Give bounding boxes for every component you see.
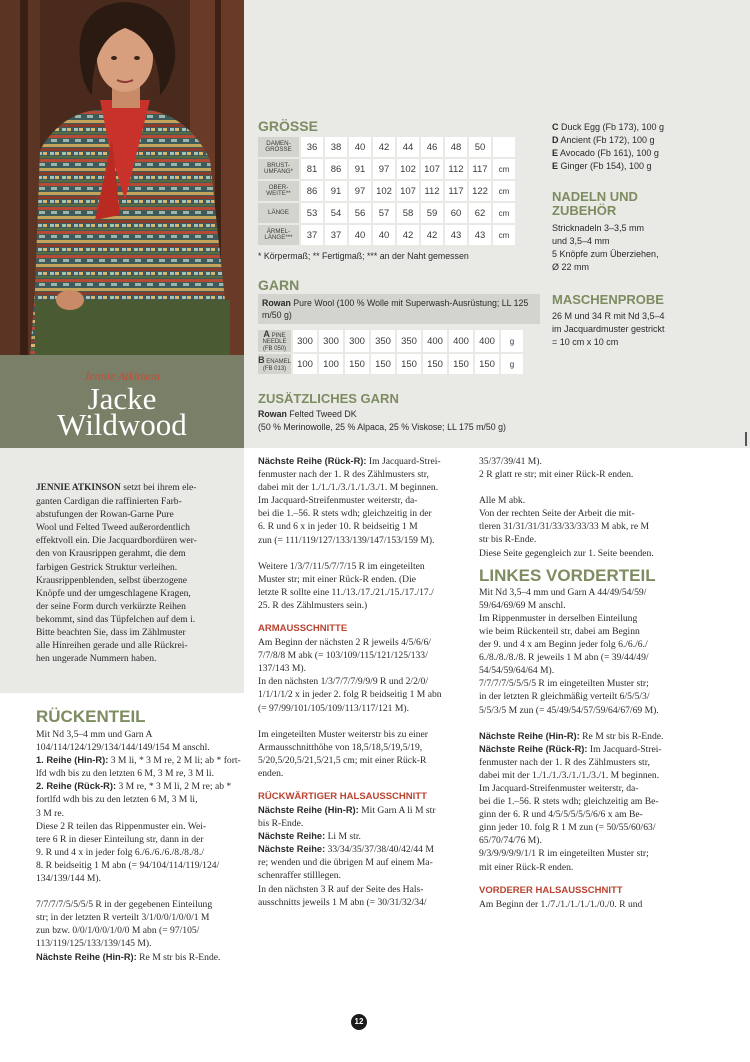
text-line: mit einer Rück-R enden.: [479, 861, 574, 873]
text-line: Im Jacquard-Streifenmuster weiterstr, da-: [258, 495, 418, 507]
intro-line: [36, 508, 236, 521]
text-line: Diese Seite gegengleich zur 1. Seite beenden.: [479, 547, 654, 559]
yarn-cell: 400: [475, 330, 499, 352]
text-line: 134/139/144 M).: [36, 873, 102, 885]
size-row: [258, 225, 515, 245]
size-cell: 57: [373, 203, 395, 223]
text-line: 6. R und 6 x in jeder 10. R beidseitig 1 M: [258, 521, 418, 533]
text-line: 6./8./8./8./8. R jeweils 1 M abn (= 39/44/49/: [479, 652, 649, 664]
hals-heading: RÜCKWÄRTIGER HALSAUSSCHNITT: [258, 790, 427, 802]
row-text: 33/34/35/37/38/40/42/44 M: [325, 844, 434, 856]
intro-text-part: bekommt, sind das Tüpfelchen auf dem i.: [36, 613, 196, 625]
intro-text-part: Wool und Felted Tweed außerordentlich: [36, 522, 190, 534]
size-cell: 48: [445, 137, 467, 157]
row-label: Nächste Reihe (Hin-R):: [479, 730, 580, 741]
size-footnote: * Körpermaß; ** Fertigmaß; *** an der Naht gemessen: [258, 251, 469, 261]
text-line: Weitere 1/3/7/11/5/7/7/15 R im eingeteilten: [258, 560, 425, 572]
row-text: Im Jacquard-Strei-: [366, 456, 441, 467]
text-line: 2 R glatt re str; mit einer Rück-R enden.: [479, 469, 634, 481]
yarn-brand: Rowan: [262, 298, 291, 308]
size-cell: 36: [301, 137, 323, 157]
size-cell: 58: [397, 203, 419, 223]
row-label: Nächste Reihe:: [258, 831, 326, 842]
intro-line: [36, 495, 236, 508]
text-line: ginn der 6. R und 4/5/5/5/5/5/6/6 x am Be-: [479, 809, 643, 821]
rueckenteil-heading: RÜCKENTEIL: [36, 707, 146, 726]
size-cell: 42: [373, 137, 395, 157]
yarn-row-label: [258, 354, 291, 374]
text-line: 5 Knöpfe zum Überziehen,: [552, 249, 659, 259]
text-line: im Jacquardmuster gestrickt: [552, 324, 665, 334]
yarn-letter: A: [263, 329, 270, 339]
size-cell: 56: [349, 203, 371, 223]
text-line: 59/64/69/69 M anschl.: [479, 599, 566, 611]
text-line: der 9. und 4 x am Beginn jeder folg 6./6./6./: [479, 639, 648, 651]
text-line: dabei mit der 1./1./1./3./1./1./3./1. M beginnen.: [479, 769, 660, 781]
spacer: [258, 780, 468, 790]
size-cell: 54: [325, 203, 347, 223]
text-line: bei die 1.–56. R stets wdh; gleichzeitig in der: [258, 508, 432, 520]
text-line: bei die 1.–56. R stets wdh; gleichzeitig am Be-: [479, 796, 659, 808]
nadeln-heading: [552, 190, 638, 218]
color-letter: E: [552, 148, 559, 158]
yarn-unit: g: [501, 354, 523, 374]
text-line: tere 6 R in dieser Einteilung str, dann in der: [36, 833, 204, 845]
size-cell: 40: [349, 137, 371, 157]
col1-line: 104/114/124/129/134/144/149/154 M anschl.: [36, 742, 210, 754]
intro-line: [36, 626, 236, 639]
text-line: Im Rippenmuster in derselben Einteilung: [479, 612, 638, 624]
text-line: zun (= 111/119/127/133/139/147/153/159 M).: [258, 534, 435, 546]
maschenprobe-list: [552, 310, 742, 349]
size-cell: 81: [301, 159, 323, 179]
col2-paragraph: [258, 728, 468, 780]
linkes-vorderteil-heading: LINKES VORDERTEIL: [479, 565, 656, 585]
yarn-cell: 100: [319, 354, 343, 374]
size-row: [258, 159, 515, 179]
text-line: (= 97/99/101/105/109/113/117/121 M).: [258, 702, 410, 714]
extra-colors: [552, 121, 742, 173]
color-text: Ancient (Fb 172), 100 g: [558, 135, 655, 145]
text-line: letzte R sollte eine 11./13./17./21./15./17./17./: [258, 586, 434, 598]
armausschnitte-heading: ARMAUSSCHNITTE: [258, 623, 348, 635]
yarn-code: (FB 050): [262, 345, 287, 352]
size-cell: 86: [325, 159, 347, 179]
intro-text-part: ganten Cardigan die raffinierten Farb-: [36, 496, 182, 508]
text-line: 9/3/9/9/9/9/1/1 R im eingeteilten Muster str;: [479, 848, 649, 860]
col3-row: [479, 743, 691, 756]
text-line: ausschnitts jeweils 1 M abn (= 30/31/32/34/: [258, 896, 427, 908]
text-line: Diese 2 R teilen das Rippenmuster ein. Wei-: [36, 820, 207, 832]
col3-paragraph: [479, 455, 691, 481]
col3-paragraph: [479, 756, 691, 874]
size-unit: cm: [493, 159, 515, 179]
spacer: [258, 612, 468, 622]
size-cell: 37: [325, 225, 347, 245]
zusatz-heading: ZUSÄTZLICHES GARN: [258, 391, 399, 406]
row-label: Nächste Reihe (Hin-R):: [36, 951, 137, 962]
size-cell: 97: [349, 181, 371, 201]
size-unit: cm: [493, 225, 515, 245]
row-text: 3 M re, * 3 M li, 2 M re; ab *: [116, 781, 232, 793]
spacer: [258, 715, 468, 728]
yarn-desc-box: [258, 294, 540, 324]
col1-paragraph: [36, 898, 246, 950]
text-line: wie beim Rückenteil str, dabei am Beginn: [479, 625, 640, 637]
title-band: [0, 355, 244, 448]
text-line: dabei mit der 1./1./1./3./1./1./3./1. M beginnen.: [258, 482, 439, 494]
size-cell: 122: [469, 181, 491, 201]
color-line: [552, 147, 742, 160]
spacer: [479, 874, 691, 884]
intro-text: [36, 481, 236, 665]
intro-line: [36, 534, 236, 547]
size-cell: 50: [469, 137, 491, 157]
size-cell: 59: [421, 203, 443, 223]
intro-text-part: alle Hinreihen gerade und alle Rückrei-: [36, 640, 188, 652]
column-3: [479, 455, 691, 911]
text-line: 35/37/39/41 M).: [479, 456, 542, 467]
size-cell: 42: [397, 225, 419, 245]
color-text: Ginger (Fb 154), 100 g: [558, 161, 652, 171]
size-row-label: BRUST- UMFANG*: [258, 159, 299, 179]
text-line: 7/7/7/7/5/5/5/5 R in der gegebenen Einteilung: [36, 899, 213, 911]
text-line: 54/54/59/64/64 M).: [479, 665, 555, 677]
text-line: 5/20,5/20,5/21,5/21,5 cm; mit einer Rück-R: [258, 754, 427, 766]
col2-paragraph: [258, 468, 468, 547]
yarn-cell: 150: [371, 354, 395, 374]
color-text: Duck Egg (Fb 173), 100 g: [558, 122, 665, 132]
row-text: Re M str bis R-Ende.: [579, 730, 664, 742]
intro-text-part: hen ungerade Nummern haben.: [36, 653, 157, 665]
text-line: 65/70/74/76 M).: [479, 835, 542, 847]
intro-text-part: effektvoll ein. Die Jacquardbordüren wer-: [36, 535, 197, 547]
garn-heading: GARN: [258, 277, 300, 293]
col1-row1: [36, 754, 246, 767]
size-cell: 86: [301, 181, 323, 201]
designer-name: Jennie Atkinson: [83, 369, 161, 383]
size-cell: 97: [373, 159, 395, 179]
zusatz-line1: [258, 408, 357, 421]
size-unit: [493, 137, 515, 157]
color-text: Avocado (Fb 161), 100 g: [558, 148, 659, 158]
size-row: [258, 137, 515, 157]
color-letter: C: [552, 122, 559, 132]
text-line: enden.: [258, 767, 284, 779]
color-line: [552, 134, 742, 147]
col2-paragraph: [258, 560, 468, 612]
zusatz-desc: (50 % Merinowolle, 25 % Alpaca, 25 % Viskose; LL 175 m/50 g): [258, 422, 506, 432]
size-row-label: LÄNGE: [258, 203, 299, 223]
size-row-label: ÄRMEL- LÄNGE***: [258, 225, 299, 245]
text-line: 7/7/8/8 M abk (= 103/109/115/121/125/133/: [258, 650, 428, 662]
zusatz-brand: Rowan: [258, 409, 287, 419]
text-line: Im Jacquard-Streifenmuster weiterstr, da-: [479, 782, 639, 794]
row-label: Nächste Reihe (Rück-R):: [479, 743, 588, 754]
size-row: [258, 203, 515, 223]
size-cell: 117: [445, 181, 467, 201]
row-label: Nächste Reihe (Hin-R):: [258, 804, 359, 815]
text-line: und 3,5–4 mm: [552, 236, 610, 246]
intro-text-part: setzt bei ihrem ele-: [120, 482, 197, 493]
size-cell: 102: [373, 181, 395, 201]
intro-line: [36, 574, 236, 587]
yarn-cell: 150: [449, 354, 473, 374]
text-line: Am Beginn der nächsten 2 R jeweils 4/5/6/6/: [258, 637, 431, 649]
spacer: [36, 885, 246, 898]
col2-paragraph: [258, 856, 468, 908]
col2-row: [258, 804, 468, 817]
intro-lead: JENNIE ATKINSON: [36, 483, 121, 493]
text-line: re; wenden und die übrigen M auf einem Ma-: [258, 857, 433, 869]
text-line: = 10 cm x 10 cm: [552, 337, 619, 347]
size-row-label: DAMEN- GRÖSSE: [258, 137, 299, 157]
row-label: 1. Reihe (Hin-R):: [36, 755, 109, 766]
row-label: Nächste Reihe:: [258, 844, 326, 855]
col3-row: [479, 730, 691, 743]
yarn-cell: 350: [371, 330, 395, 352]
nadeln-list: [552, 222, 742, 274]
col1-row2: [36, 780, 246, 793]
yarn-table: [256, 328, 525, 376]
yarn-cell: 400: [449, 330, 473, 352]
text-line: tleren 31/31/31/31/33/33/33/33 M abk, re M: [479, 521, 650, 533]
text-line: 26 M und 34 R mit Nd 3,5–4: [552, 311, 665, 321]
col1-paragraph: [36, 820, 246, 885]
size-cell: 102: [397, 159, 419, 179]
text-line: 1/1/1/1/2 x in jeder 2. folg R beidseitig 1 M abn: [258, 689, 442, 701]
size-cell: 112: [445, 159, 467, 179]
yarn-cell: 150: [397, 354, 421, 374]
text-line: Mit Nd 3,5–4 mm und Garn A 44/49/54/59/: [479, 586, 647, 598]
text-line: Stricknadeln 3–3,5 mm: [552, 223, 645, 233]
intro-line: [36, 561, 236, 574]
text-line: 9. R und 4 x in jeder folg 6./6./6./6./8./8./8./: [36, 846, 204, 858]
text-line: Muster str; mit einer Rück-R enden. (Die: [258, 573, 416, 585]
row-text: 3 M li, * 3 M re, 2 M li; ab * fort-: [108, 755, 241, 767]
col3-paragraph: [479, 586, 691, 717]
intro-text-part: farbigen Gestrick Struktur verleihen.: [36, 561, 178, 573]
yarn-name: ENAMEL: [264, 359, 291, 366]
text-line: zun bzw. 0/0/1/0/0/1/0/0 M abn (= 97/105/: [36, 925, 200, 937]
intro-line: [36, 652, 236, 665]
size-cell: 42: [421, 225, 443, 245]
text-line: Ø 22 mm: [552, 262, 590, 272]
spacer: [479, 481, 691, 494]
col1-line: 3 M re.: [36, 807, 64, 819]
intro-text-part: den von Krausrippen gerahmt, die dem: [36, 548, 186, 560]
col3-paragraph: [479, 494, 691, 559]
pattern-title-line1: Jacke: [87, 381, 157, 416]
col3-line: Am Beginn der 1./7./1./1./1./1./0./0. R und: [479, 898, 643, 910]
color-letter: D: [552, 135, 559, 145]
intro-text-part: abstufungen der Rowan-Garne Pure: [36, 509, 174, 521]
yarn-cell: 100: [293, 354, 317, 374]
text-line: Alle M abk.: [479, 495, 526, 507]
yarn-row: [258, 354, 523, 374]
col1-line: Mit Nd 3,5–4 mm und Garn A: [36, 729, 153, 740]
row-text: Mit Garn A li M str: [358, 804, 436, 816]
intro-line: [36, 547, 236, 560]
spacer: [258, 547, 468, 560]
yarn-cell: 150: [423, 354, 447, 374]
row-text: Li M str.: [325, 831, 361, 843]
col2-row: [258, 843, 468, 856]
yarn-desc: [262, 297, 536, 321]
size-row-label: OBER- WEITE**: [258, 181, 299, 201]
col2-row: [258, 830, 468, 843]
text-line: 8. R beidseitig 1 M abn (= 94/104/114/119/124/: [36, 859, 220, 871]
text-line: schenraffer stilllegen.: [258, 870, 341, 882]
text-line: In den nächsten 3 R auf der Seite des Hals-: [258, 883, 424, 895]
zusatz-name: Felted Tweed DK: [286, 409, 357, 419]
size-cell: 46: [421, 137, 443, 157]
size-cell: 60: [445, 203, 467, 223]
size-cell: 117: [469, 159, 491, 179]
color-line: [552, 160, 742, 173]
yarn-cell: 300: [293, 330, 317, 352]
text-line: 137/143 M).: [258, 663, 306, 675]
text-line: fenmuster nach der 1. R des Zählmusters str,: [479, 756, 650, 768]
yarn-cell: 350: [397, 330, 421, 352]
col1-line: fortlfd wdh bis zu den letzten 6 M, 3 M li,: [36, 794, 198, 806]
size-cell: 53: [301, 203, 323, 223]
text-line: Von der rechten Seite der Arbeit die mit-: [479, 508, 635, 520]
intro-line: [36, 613, 236, 626]
yarn-cell: 150: [475, 354, 499, 374]
model-photo-illustration: [0, 0, 244, 355]
size-cell: 107: [421, 159, 443, 179]
row-text: Im Jacquard-Strei-: [587, 743, 662, 755]
yarn-row-label: [258, 330, 291, 352]
nadeln-heading-line2: ZUBEHÖR: [552, 203, 617, 218]
yarn-desc-text: Pure Wool (100 % Wolle mit Superwash-Ausrüstung; LL 125 m/50 g): [262, 298, 529, 320]
yarn-cell: 300: [345, 330, 369, 352]
text-line: Im eingeteilten Muster weiterstr bis zu einer: [258, 728, 428, 740]
intro-line: [36, 600, 236, 613]
intro-text-part: Bitte beachten Sie, dass im Zählmuster: [36, 627, 186, 639]
page-edge-mark: [745, 432, 747, 446]
col2-line: bis R-Ende.: [258, 818, 304, 830]
text-line: str bis R-Ende.: [479, 534, 537, 546]
color-letter: E: [552, 161, 559, 171]
text-line: in der letzten R gleichmäßig verteilt 6/5/5/3/: [479, 691, 650, 703]
intro-line: [36, 587, 236, 600]
size-cell: 44: [397, 137, 419, 157]
row-text: Re M str bis R-Ende.: [136, 951, 221, 963]
text-line: fenmuster nach der 1. R des Zählmusters str,: [258, 469, 429, 481]
column-1: [36, 728, 246, 964]
intro-text-part: der seine Form durch verkürzte Reihen: [36, 600, 186, 612]
col2-paragraph: [258, 636, 468, 715]
size-unit: cm: [493, 181, 515, 201]
vorderer-hals-heading: VORDERER HALSAUSSCHNITT: [479, 884, 623, 896]
intro-line: [36, 521, 236, 534]
intro-line: [36, 481, 236, 495]
text-line: 25. R des Zählmusters sein.): [258, 599, 368, 611]
groesse-heading: GRÖSSE: [258, 118, 318, 134]
yarn-row: [258, 330, 523, 352]
col1-line: lfd wdh bis zu den letzten 6 M, 3 M re, 3 M li.: [36, 768, 214, 780]
col1-last-row: [36, 951, 246, 964]
text-line: str; in der letzten R verteilt 3/1/0/0/1/0/0/1 M: [36, 912, 210, 924]
text-line: 5/5/3/5 M zun (= 45/49/54/57/59/64/67/69 M).: [479, 704, 659, 716]
size-cell: 43: [445, 225, 467, 245]
intro-box: [0, 448, 244, 693]
yarn-code: (FB 013): [262, 365, 287, 372]
spacer: [479, 717, 691, 730]
yarn-cell: 150: [345, 354, 369, 374]
size-table: [256, 135, 517, 247]
yarn-name: PINE NEEDLE: [262, 333, 287, 346]
text-line: 7/7/7/7/5/5/5/5 R im eingeteilten Muster str;: [479, 678, 649, 690]
intro-text-part: Knöpfe und der umgeschlagene Kragen,: [36, 587, 191, 599]
size-cell: 62: [469, 203, 491, 223]
row-label: 2. Reihe (Rück-R):: [36, 781, 117, 792]
size-cell: 37: [301, 225, 323, 245]
size-cell: 91: [325, 181, 347, 201]
yarn-letter: B: [258, 355, 265, 366]
size-cell: 38: [325, 137, 347, 157]
size-unit: cm: [493, 203, 515, 223]
page-number: 12: [351, 1014, 367, 1030]
intro-text-part: Krausrippenblenden, selbst überzogene: [36, 574, 188, 586]
color-line: [552, 121, 742, 134]
col2-row: [258, 455, 468, 468]
yarn-unit: g: [501, 330, 523, 352]
intro-line: [36, 639, 236, 652]
size-row: [258, 181, 515, 201]
text-line: In den nächsten 1/3/7/7/7/9/9/9 R und 2/2/0/: [258, 676, 429, 688]
size-cell: 112: [421, 181, 443, 201]
yarn-cell: 300: [319, 330, 343, 352]
pattern-title-line2: Wildwood: [57, 407, 187, 442]
cover-photo: [0, 0, 244, 355]
row-label: Nächste Reihe (Rück-R):: [258, 456, 367, 466]
nadeln-heading-line1: NADELN UND: [552, 189, 638, 204]
text-line: ginn jeder 10. folg R 1 M zun (= 50/55/60/63/: [479, 822, 656, 834]
column-2: [258, 455, 468, 909]
size-cell: 107: [397, 181, 419, 201]
size-cell: 91: [349, 159, 371, 179]
size-cell: 40: [349, 225, 371, 245]
text-line: 113/119/125/133/139/145 M).: [36, 938, 152, 950]
yarn-cell: 400: [423, 330, 447, 352]
text-line: Armausschnitthöhe von 18,5/18,5/19,5/19,: [258, 741, 423, 753]
size-cell: 40: [373, 225, 395, 245]
maschenprobe-heading: MASCHENPROBE: [552, 292, 664, 307]
size-cell: 43: [469, 225, 491, 245]
